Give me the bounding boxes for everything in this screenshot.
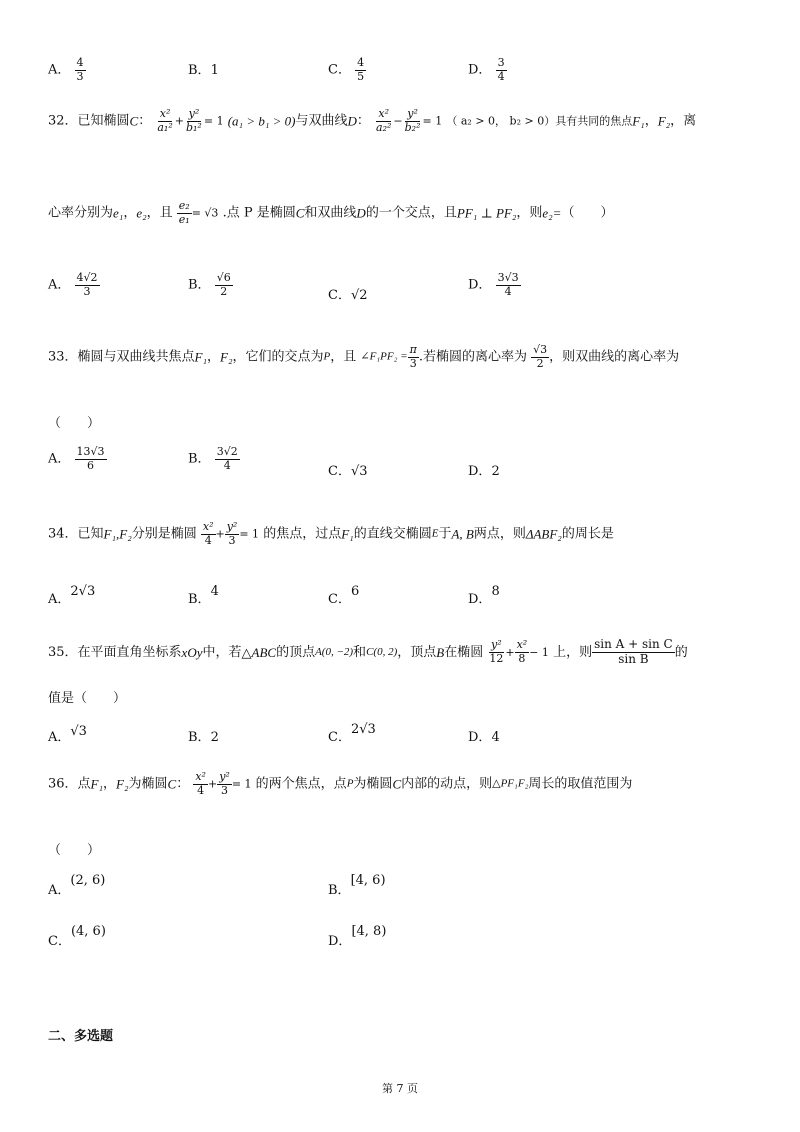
option-label: C．	[48, 934, 71, 949]
fraction-numerator: x²	[202, 520, 214, 533]
punct: ：	[176, 776, 190, 792]
fraction	[355, 57, 366, 83]
math-var: F₂	[657, 113, 671, 129]
option-value: 8	[491, 584, 500, 599]
math-var: E	[431, 527, 439, 540]
option-label: A．	[48, 592, 71, 607]
option-value: 2√3	[350, 722, 376, 737]
text: 心率分别为	[48, 205, 114, 221]
text: ，顶点	[397, 644, 437, 660]
section-title: 二、多选题	[48, 1029, 114, 1044]
fraction	[215, 446, 240, 472]
text: .若椭圆的离心率为	[418, 349, 527, 365]
option-label: A．	[48, 451, 71, 467]
math-var: B	[436, 644, 445, 660]
fraction	[215, 272, 233, 298]
math-var: C	[295, 205, 305, 221]
fraction-numerator: 3√3	[497, 271, 519, 284]
fraction-numerator: 4	[357, 56, 365, 69]
math-var: F₂	[220, 349, 233, 365]
option-value: √3	[70, 724, 87, 739]
text: 33．椭圆与双曲线共焦点	[48, 349, 195, 365]
punct: ，	[207, 349, 221, 365]
fraction-numerator: y²	[219, 770, 230, 783]
text: ，且	[146, 205, 173, 221]
operator: −	[393, 114, 403, 128]
fraction-numerator: √6	[216, 271, 231, 284]
option-value: 2	[491, 464, 500, 479]
fraction-denominator: 4	[497, 69, 505, 83]
option-label: D．	[468, 464, 492, 479]
math-expression: ∠F₁PF₂ =	[360, 350, 408, 363]
fraction	[193, 771, 208, 797]
math-value: = √3	[191, 206, 219, 220]
option-label: C．	[328, 592, 351, 607]
text: 的周长是	[561, 526, 614, 542]
q35-option-b	[188, 731, 219, 744]
fraction-numerator: x²	[195, 770, 206, 783]
text: 中，若	[202, 644, 242, 660]
answer-paren: （ ）	[48, 416, 101, 431]
math-var: D	[356, 205, 366, 221]
fraction-numerator: 3	[497, 56, 505, 69]
punct: ，	[123, 205, 137, 221]
math-expression: A(0, −2)	[315, 645, 354, 658]
punct: ，	[644, 113, 658, 129]
text: 的顶点	[276, 644, 316, 660]
fraction-denominator: b₂²	[404, 120, 421, 134]
fraction	[592, 638, 675, 667]
fraction	[531, 344, 549, 370]
text: 两点，则	[473, 526, 526, 542]
q31-option-b	[188, 64, 219, 77]
fraction-numerator: 4√2	[76, 271, 98, 284]
text: 内部的动点，则	[401, 776, 493, 792]
text: 为椭圆	[128, 776, 168, 792]
math-var: F₁	[341, 526, 354, 542]
fraction	[496, 57, 507, 83]
math-var: F₁	[194, 349, 208, 365]
fraction-denominator: e₁	[178, 212, 190, 226]
fraction-denominator: b₁²	[185, 120, 202, 134]
fraction	[225, 521, 240, 547]
fraction	[408, 344, 419, 370]
math-var: P	[346, 777, 354, 790]
math-var: e₂	[136, 205, 147, 221]
q32-option-c	[328, 289, 368, 302]
fraction-denominator: 2	[220, 284, 228, 298]
text: 的焦点，过点	[263, 526, 342, 542]
fraction	[374, 108, 393, 134]
math-expression: △PF₁F₂	[492, 777, 529, 790]
option-label: B．	[328, 883, 351, 898]
q34-option-c	[328, 584, 360, 607]
fraction-numerator: e₂	[178, 199, 190, 212]
fraction-denominator: 3	[228, 533, 236, 547]
option-value: [4, 8)	[351, 924, 387, 939]
q34-option-b	[188, 584, 219, 607]
fraction-denominator: 3	[409, 356, 417, 370]
option-label: C．	[328, 464, 351, 479]
fraction	[201, 521, 216, 547]
option-label: D．	[468, 730, 492, 745]
condition: (a₁ > b₁ > 0)	[227, 113, 296, 129]
math-expression: ΔABF₂	[525, 526, 562, 542]
option-value: (2, 6)	[70, 873, 106, 888]
q34-option-d	[468, 584, 500, 607]
operator: +	[215, 527, 225, 541]
answer-paren: （ ）	[561, 205, 614, 221]
option-label: B．	[188, 730, 211, 745]
operator: = 1	[422, 114, 443, 128]
text: ，且	[330, 349, 357, 365]
fraction-numerator: x²	[378, 107, 390, 120]
text: 与双曲线	[295, 113, 348, 129]
q31-option-a	[48, 57, 86, 83]
option-value: √2	[350, 288, 368, 303]
fraction	[177, 200, 192, 226]
fraction-numerator: sin A + sin C	[594, 637, 673, 651]
math-expression: xOy	[181, 644, 203, 660]
text: 分别是椭圆	[131, 526, 197, 542]
fraction	[217, 771, 232, 797]
fraction	[155, 108, 174, 134]
option-label: A．	[48, 883, 71, 898]
text: 为椭圆	[353, 776, 393, 792]
option-value: 6	[350, 584, 360, 599]
math-var: C	[167, 776, 177, 792]
text: 值是（ ）	[48, 691, 127, 706]
q36-option-c	[48, 924, 106, 949]
option-label: D．	[328, 934, 352, 949]
question-32-line-2	[48, 200, 748, 226]
q32-option-a	[48, 272, 100, 298]
question-36	[48, 771, 748, 797]
operator: = 1	[231, 777, 252, 791]
option-value: 2	[210, 730, 219, 745]
text: 的一个交点，且	[365, 205, 457, 221]
question-36-answer-paren	[48, 844, 100, 857]
text: 上，则	[553, 644, 593, 660]
question-number: 32．已知椭圆	[48, 113, 130, 129]
question-35-line-1	[48, 638, 748, 667]
math-expression: F₁,F₂	[103, 526, 132, 542]
math-var: e₁	[113, 205, 124, 221]
q35-option-a	[48, 724, 87, 745]
option-label: B．	[188, 63, 211, 78]
q33-option-b	[188, 446, 240, 472]
text: 35．在平面直角坐标系	[48, 644, 182, 660]
text: 的	[674, 644, 688, 660]
q36-option-d	[328, 924, 387, 949]
option-label: B．	[188, 592, 211, 607]
math-var: C	[392, 776, 402, 792]
q32-option-b	[188, 272, 233, 298]
option-value: √3	[350, 464, 368, 479]
fraction	[75, 57, 86, 83]
math-var: P	[323, 350, 331, 363]
text: 于	[438, 526, 452, 542]
text: 周长的取值范围为	[528, 776, 633, 792]
fraction-denominator: a₁²	[157, 120, 173, 134]
fraction	[75, 446, 107, 472]
page-footer	[0, 1083, 800, 1094]
q33-option-a	[48, 446, 107, 472]
text: 36．点	[48, 776, 91, 792]
fraction-denominator: 12	[489, 651, 504, 665]
operator: = 1	[203, 114, 224, 128]
option-value: 4	[210, 584, 219, 599]
fraction	[487, 639, 505, 665]
q35-option-c	[328, 722, 376, 745]
math-var: F₁	[632, 113, 645, 129]
text: 和双曲线	[304, 205, 357, 221]
q33-option-d	[468, 465, 500, 478]
option-label: A．	[48, 62, 71, 78]
fraction-denominator: 3	[83, 284, 91, 298]
text: 34．已知	[48, 526, 104, 542]
fraction-denominator: a₂²	[376, 120, 392, 134]
fraction-numerator: 3√2	[216, 445, 238, 458]
q31-option-c	[328, 57, 366, 83]
punct: ：	[356, 113, 370, 129]
option-label: C．	[328, 62, 351, 78]
operator: +	[174, 114, 184, 128]
fraction-denominator: 3	[221, 783, 228, 797]
option-label: A．	[48, 730, 71, 745]
fraction-denominator: sin B	[618, 651, 649, 666]
q33-option-c	[328, 465, 368, 478]
fraction-denominator: 6	[87, 458, 95, 472]
text: ，它们的交点为	[232, 349, 324, 365]
math-var: F₂	[116, 776, 129, 792]
fraction-numerator: y²	[226, 520, 238, 533]
text: 在椭圆	[444, 644, 484, 660]
option-value: 4	[491, 730, 500, 745]
text: ，离	[670, 113, 697, 129]
fraction	[75, 272, 100, 298]
punct: ：	[138, 113, 152, 129]
option-value: 2√3	[70, 584, 96, 599]
option-label: B．	[188, 451, 211, 467]
option-label: C．	[328, 288, 351, 303]
option-value: (4, 6)	[70, 924, 106, 939]
question-33-answer-paren	[48, 417, 100, 430]
fraction-numerator: 13√3	[76, 445, 105, 458]
operator: = 1	[239, 527, 260, 541]
option-label: D．	[468, 62, 492, 78]
option-value: [4, 6)	[350, 873, 386, 888]
text: ，则双曲线的离心率为	[549, 349, 680, 365]
option-value: 1	[210, 63, 219, 78]
fraction-denominator: 4	[197, 783, 205, 797]
condition: （ a₂ > 0， b₂ > 0）具有共同的焦点	[446, 114, 633, 128]
option-label: D．	[468, 277, 492, 293]
fraction-numerator: π	[409, 343, 417, 356]
q36-option-a	[48, 873, 106, 898]
question-35-line-2	[48, 692, 126, 705]
fraction-denominator: 4	[204, 533, 212, 547]
option-label: B．	[188, 277, 211, 293]
operator: − 1	[529, 645, 549, 659]
answer-paren: （ ）	[48, 843, 101, 858]
q32-option-d	[468, 272, 521, 298]
option-label: C．	[328, 730, 351, 745]
text: 的两个焦点，点	[255, 776, 347, 792]
question-34	[48, 521, 748, 547]
fraction-numerator: y²	[188, 107, 200, 120]
fraction-denominator: 3	[76, 69, 84, 83]
math-expression: C(0, 2)	[366, 645, 398, 658]
math-var: C	[129, 113, 139, 129]
fraction	[496, 272, 521, 298]
math-expression: PF₁ ⊥ PF₂	[456, 205, 517, 221]
fraction-numerator: y²	[491, 638, 502, 652]
math-expression: e₂=	[542, 205, 562, 221]
fraction-numerator: √3	[533, 343, 548, 356]
fraction	[515, 639, 530, 665]
fraction	[184, 108, 204, 134]
fraction-denominator: 4	[504, 284, 512, 298]
text: 的直线交椭圆	[353, 526, 432, 542]
fraction-denominator: 5	[357, 69, 365, 83]
question-32-line-1	[48, 108, 748, 134]
math-var: D	[347, 113, 357, 129]
q31-option-d	[468, 57, 507, 83]
fraction-numerator: x²	[516, 638, 528, 652]
punct: ，	[103, 776, 117, 792]
operator: +	[505, 645, 515, 659]
fraction-denominator: 4	[223, 458, 231, 472]
q36-option-b	[328, 873, 386, 898]
text: 和	[353, 644, 367, 660]
option-label: D．	[468, 592, 492, 607]
text: .点 P 是椭圆	[222, 205, 296, 221]
fraction-numerator: y²	[407, 107, 418, 120]
page-number: 第 7 页	[382, 1082, 418, 1095]
fraction-denominator: 8	[518, 651, 526, 665]
fraction-numerator: 4	[76, 56, 84, 69]
math-expression: △ABC	[241, 644, 277, 660]
q34-option-a	[48, 584, 96, 607]
question-33-line-1	[48, 344, 748, 370]
operator: +	[207, 777, 218, 791]
math-var: F₁	[90, 776, 104, 792]
option-label: A．	[48, 277, 71, 293]
section-heading	[48, 1030, 113, 1043]
text: ，则	[516, 205, 543, 221]
fraction-numerator: x²	[159, 107, 171, 120]
fraction	[403, 108, 423, 134]
math-expression: A, B	[451, 526, 474, 542]
q35-option-d	[468, 731, 500, 744]
fraction-denominator: 2	[536, 356, 544, 370]
